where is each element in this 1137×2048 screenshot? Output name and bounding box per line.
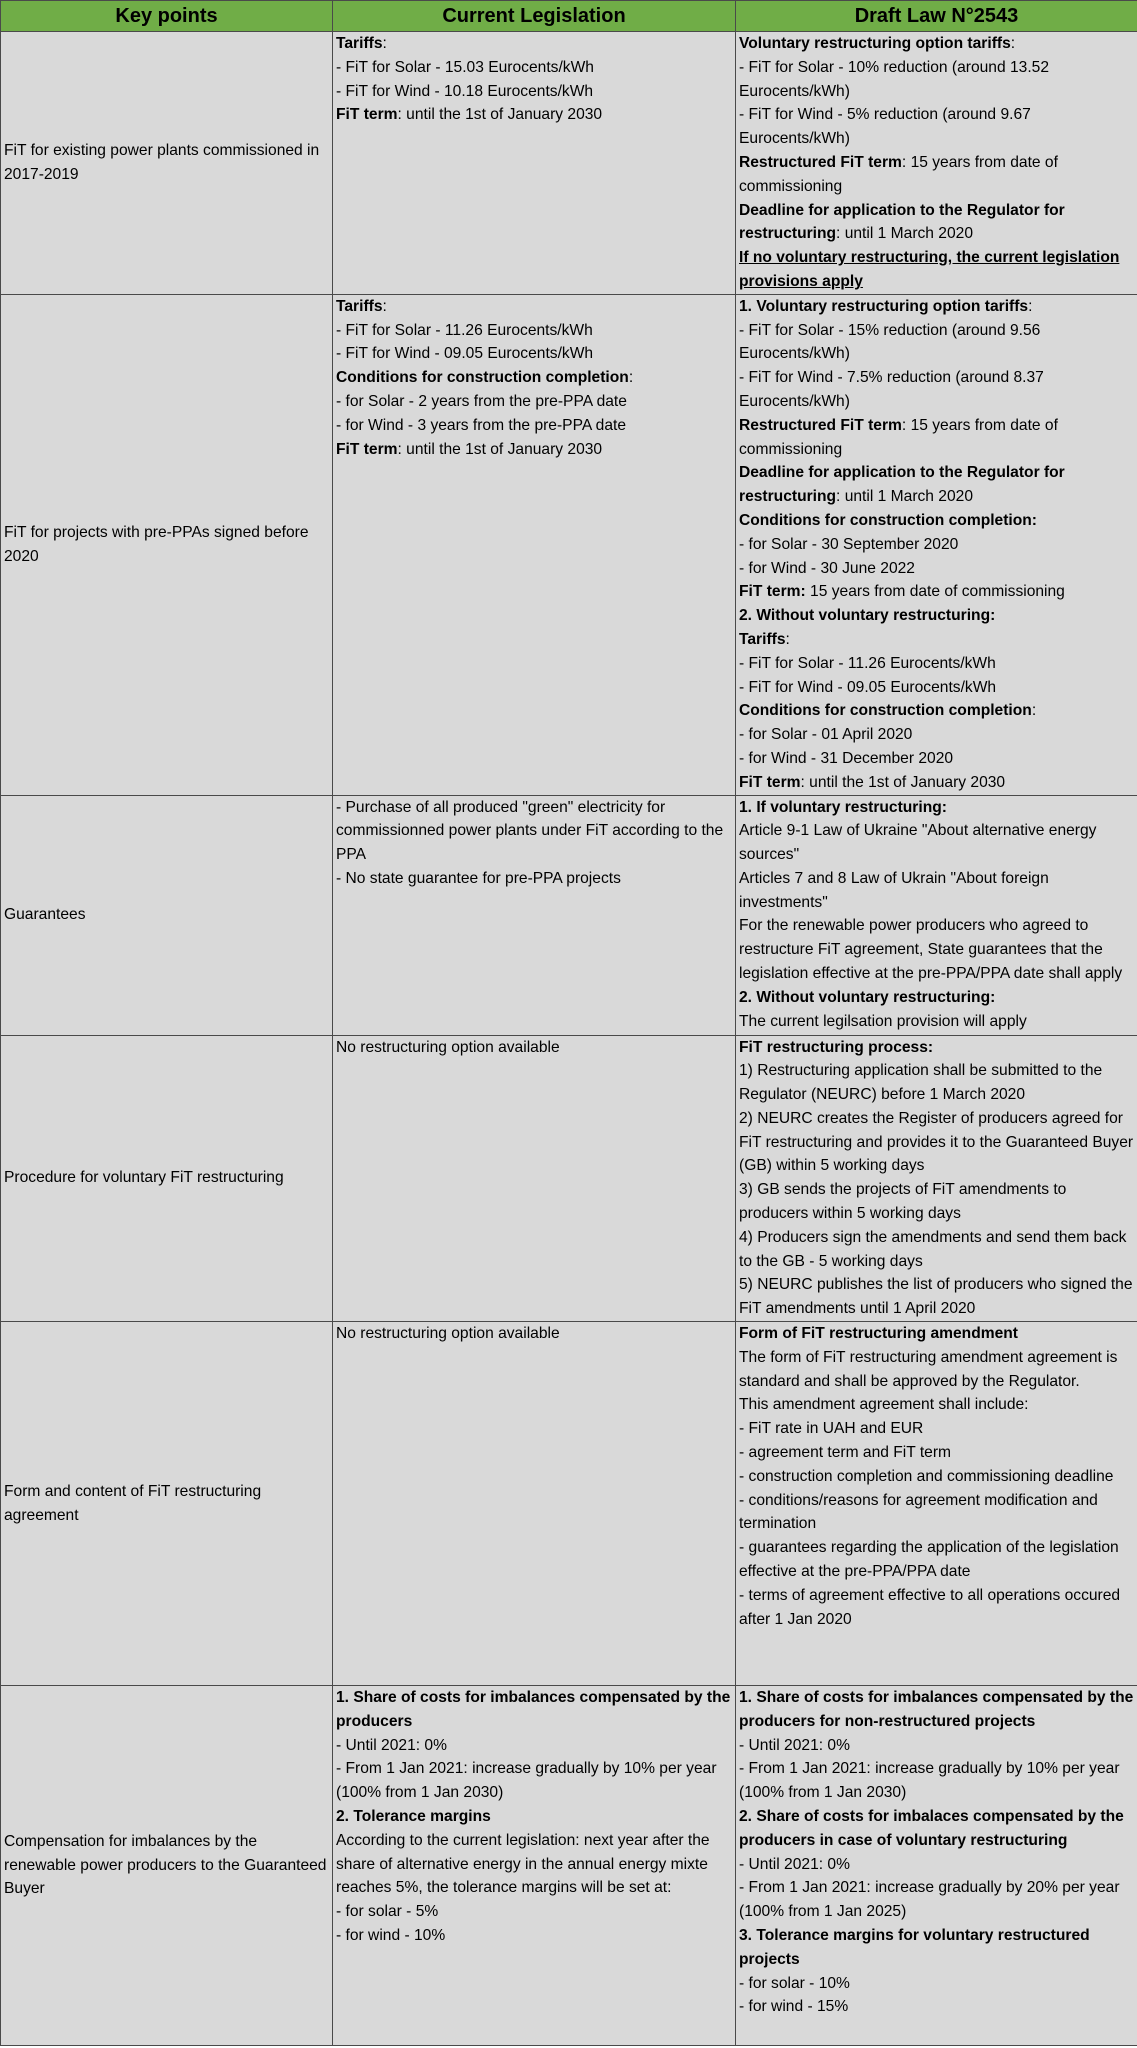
cell-line: - for wind - 10% (336, 1927, 446, 1945)
cell-line: Conditions for construction completion: (739, 702, 1037, 720)
cell-line: Conditions for construction completion: (739, 511, 1037, 529)
header-current-legislation: Current Legislation (333, 1, 736, 32)
header-draft-law: Draft Law N°2543 (736, 1, 1137, 32)
cell-line: - Purchase of all produced "green" electricity for commissionned power plants under FiT according to the PPA (336, 798, 724, 864)
cell-line: Deadline for application to the Regulator for restructuring: until 1 March 2020 (739, 201, 1065, 243)
cell-line: - agreement term and FiT term (739, 1444, 952, 1462)
key-point-cell: Procedure for voluntary FiT restructuring (1, 1035, 333, 1322)
draft-law-cell (736, 32, 1137, 295)
cell-line: - conditions/reasons for agreement modification and termination (739, 1491, 1098, 1533)
cell-line: - FiT rate in UAH and EUR (739, 1420, 924, 1438)
cell-line: Tariffs: (336, 297, 387, 315)
table-row (1, 1322, 1137, 1686)
table-row (1, 294, 1137, 795)
cell-line: - FiT for Solar - 10% reduction (around 13.52 Eurocents/kWh) (739, 58, 1050, 100)
cell-line: - From 1 Jan 2021: increase gradually by 10% per year (100% from 1 Jan 2030) (336, 1760, 717, 1802)
cell-line: 2. Without voluntary restructuring: (739, 988, 996, 1006)
cell-line: - for Solar - 01 April 2020 (739, 726, 913, 744)
current-legislation-cell (333, 1686, 736, 2046)
cell-line: - FiT for Wind - 7.5% reduction (around 8.37 Eurocents/kWh) (739, 369, 1044, 410)
cell-line: 3. Tolerance margins for voluntary restructured projects (739, 1927, 1090, 1968)
cell-line: 1. If voluntary restructuring: (739, 798, 947, 816)
cell-line: - for wind - 15% (739, 1998, 849, 2016)
cell-line: - guarantees regarding the application of the legislation effective at the pre-PPA/PPA date (739, 1539, 1119, 1581)
cell-line: - FiT for Wind - 09.05 Eurocents/kWh (336, 345, 594, 363)
cell-line: Restructured FiT term: 15 years from date of commissioning (739, 416, 1058, 458)
cell-line: FiT term: 15 years from date of commissioning (739, 583, 1065, 601)
cell-line: Deadline for application to the Regulator for restructuring: until 1 March 2020 (739, 464, 1065, 506)
header-row (1, 1, 1137, 32)
cell-line: 2. Share of costs for imbalaces compensated by the producers in case of voluntary restructuring (739, 1808, 1124, 1849)
table-body (1, 32, 1137, 2046)
cell-line: - Until 2021: 0% (336, 1736, 447, 1754)
current-legislation-cell (333, 1322, 736, 1686)
cell-line: - for Wind - 3 years from the pre-PPA date (336, 416, 627, 434)
cell-line: - FiT for Wind - 10.18 Eurocents/kWh (336, 82, 594, 100)
cell-line: Tariffs: (739, 630, 790, 648)
cell-line: No restructuring option available (336, 1325, 560, 1343)
cell-line: 2. Tolerance margins (336, 1808, 491, 1826)
cell-line: Articles 7 and 8 Law of Ukrain "About foreign investments" (739, 869, 1049, 911)
draft-law-cell (736, 294, 1137, 795)
cell-line: The current legilsation provision will apply (739, 1012, 1027, 1030)
cell-line: - Until 2021: 0% (739, 1736, 850, 1754)
cell-line: For the renewable power producers who agreed to restructure FiT agreement, State guarantees that the legislation effective at the pre-PPA/PPA date shall apply (739, 917, 1123, 983)
cell-line: - FiT for Solar - 11.26 Eurocents/kWh (336, 321, 593, 339)
cell-line: - construction completion and commissioning deadline (739, 1467, 1114, 1485)
cell-line: Tariffs: (336, 35, 387, 52)
cell-line: Conditions for construction completion: (336, 369, 634, 387)
cell-line: 2. Without voluntary restructuring: (739, 607, 996, 625)
cell-line: - From 1 Jan 2021: increase gradually by 20% per year (100% from 1 Jan 2025) (739, 1879, 1120, 1921)
cell-line: - Until 2021: 0% (739, 1855, 850, 1873)
cell-line: No restructuring option available (336, 1038, 560, 1056)
cell-line: - FiT for Solar - 11.26 Eurocents/kWh (739, 654, 996, 672)
cell-line: Voluntary restructuring option tariffs: (739, 35, 1016, 52)
cell-line: FiT term: until the 1st of January 2030 (336, 106, 603, 124)
cell-line: If no voluntary restructuring, the current legislation provisions apply (739, 249, 1120, 290)
current-legislation-cell (333, 1035, 736, 1322)
cell-line: The form of FiT restructuring amendment agreement is standard and shall be approved by the Regulator. (739, 1348, 1118, 1390)
cell-line: - for solar - 10% (739, 1974, 850, 1992)
cell-line: 5) NEURC publishes the list of producers who signed the FiT amendments until 1 April 2020 (739, 1276, 1133, 1318)
cell-line: - terms of agreement effective to all operations occured after 1 Jan 2020 (739, 1586, 1121, 1628)
table-row (1, 32, 1137, 295)
cell-line: 1) Restructuring application shall be submitted to the Regulator (NEURC) before 1 March 2020 (739, 1062, 1103, 1104)
cell-line: According to the current legislation: next year after the share of alternative energy in the annual energy mixte reaches 5%, the tolerance margins will be set at: (336, 1831, 710, 1897)
cell-line: Article 9-1 Law of Ukraine "About alternative energy sources" (739, 822, 1097, 864)
draft-law-cell (736, 1035, 1137, 1322)
cell-line: - FiT for Wind - 09.05 Eurocents/kWh (739, 678, 997, 696)
key-point-cell: FiT for existing power plants commissioned in 2017-2019 (1, 32, 333, 295)
key-point-cell: Guarantees (1, 795, 333, 1035)
cell-line: FiT term: until the 1st of January 2030 (739, 773, 1006, 791)
cell-line: - No state guarantee for pre-PPA projects (336, 869, 621, 887)
cell-line: FiT restructuring process: (739, 1038, 934, 1056)
cell-line: 3) GB sends the projects of FiT amendments to producers within 5 working days (739, 1181, 1067, 1223)
cell-line: This amendment agreement shall include: (739, 1396, 1029, 1414)
cell-line: - for Wind - 30 June 2022 (739, 559, 915, 577)
cell-line: - for Solar - 2 years from the pre-PPA date (336, 392, 627, 410)
cell-line: - From 1 Jan 2021: increase gradually by 10% per year (100% from 1 Jan 2030) (739, 1760, 1120, 1802)
cell-line: 1. Share of costs for imbalances compensated by the producers for non-restructured projects (739, 1689, 1134, 1730)
header-key-points: Key points (1, 1, 333, 32)
cell-line: - for solar - 5% (336, 1903, 439, 1921)
cell-line: Restructured FiT term: 15 years from date of commissioning (739, 153, 1058, 195)
cell-line: - FiT for Solar - 15.03 Eurocents/kWh (336, 58, 594, 76)
draft-law-cell (736, 795, 1137, 1035)
table-row (1, 795, 1137, 1035)
draft-law-cell (736, 1322, 1137, 1686)
cell-line: - FiT for Solar - 15% reduction (around 9.56 Eurocents/kWh) (739, 321, 1041, 363)
table-row (1, 1035, 1137, 1322)
current-legislation-cell (333, 795, 736, 1035)
draft-law-cell (736, 1686, 1137, 2046)
key-point-cell: Form and content of FiT restructuring agreement (1, 1322, 333, 1686)
current-legislation-cell (333, 32, 736, 295)
key-point-cell: Compensation for imbalances by the renewable power producers to the Guaranteed Buyer (1, 1686, 333, 2046)
current-legislation-cell (333, 294, 736, 795)
cell-line: 4) Producers sign the amendments and send them back to the GB - 5 working days (739, 1228, 1127, 1270)
cell-line: Form of FiT restructuring amendment (739, 1325, 1018, 1343)
key-point-cell: FiT for projects with pre-PPAs signed before 2020 (1, 294, 333, 795)
table-row (1, 1686, 1137, 2046)
cell-line: 2) NEURC creates the Register of producers agreed for FiT restructuring and provides it to the Guaranteed Buyer (GB) within 5 working days (739, 1109, 1134, 1175)
cell-line: - for Wind - 31 December 2020 (739, 749, 954, 767)
cell-line: 1. Share of costs for imbalances compensated by the producers (336, 1689, 731, 1730)
cell-line: FiT term: until the 1st of January 2030 (336, 440, 603, 458)
cell-line: - FiT for Wind - 5% reduction (around 9.67 Eurocents/kWh) (739, 106, 1031, 148)
cell-line: - for Solar - 30 September 2020 (739, 535, 959, 553)
cell-line: 1. Voluntary restructuring option tariffs: (739, 297, 1033, 315)
